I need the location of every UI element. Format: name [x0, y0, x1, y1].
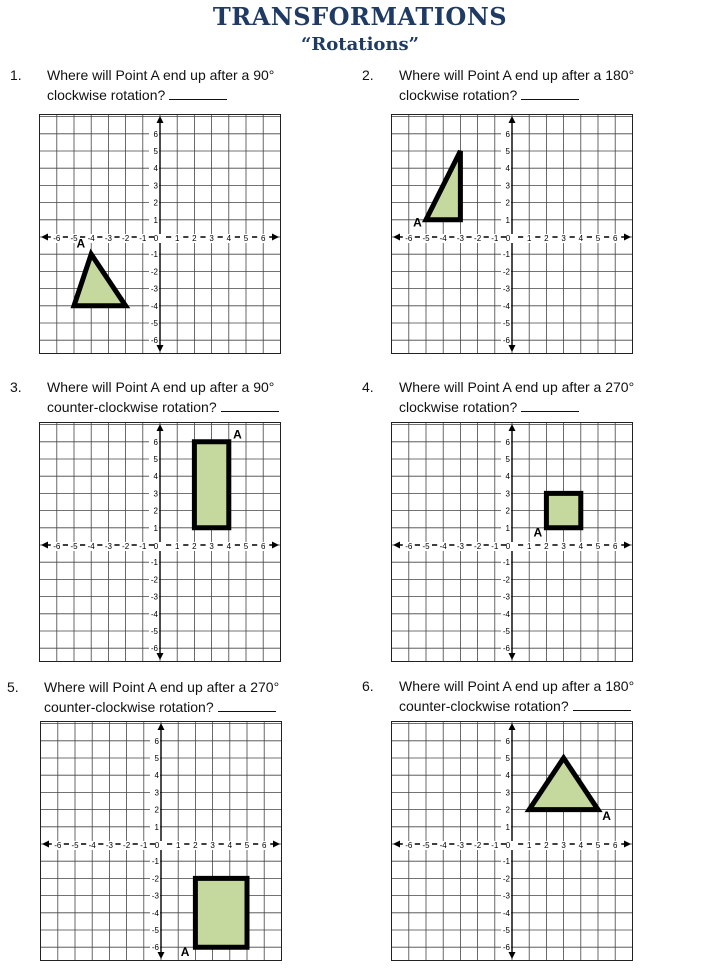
point-a-label: A: [76, 236, 86, 251]
y-tick-label: -2: [502, 575, 510, 585]
y-tick-label: -2: [151, 874, 159, 884]
x-tick-label: -2: [474, 542, 482, 551]
x-tick-label: 2: [544, 841, 549, 850]
y-tick-label: -3: [150, 592, 158, 602]
point-a-label: A: [180, 944, 190, 959]
x-tick-label: -3: [456, 542, 464, 551]
x-tick-label: 5: [244, 841, 250, 850]
y-tick-label: -1: [150, 250, 158, 260]
y-tick-label: 3: [505, 181, 510, 191]
x-tick-label: -3: [105, 841, 113, 850]
x-tick-label: -1: [491, 234, 499, 243]
answer-blank: [521, 397, 579, 412]
y-tick-label: 2: [153, 198, 158, 208]
x-tick-label: -4: [87, 234, 95, 243]
answer-blank: [221, 397, 279, 412]
y-tick-label: 4: [505, 472, 510, 482]
x-tick-label: -5: [422, 234, 430, 243]
x-tick-label: 3: [561, 234, 566, 243]
x-tick-label: -4: [439, 841, 447, 850]
point-a-label: A: [602, 808, 611, 823]
x-tick-label: 6: [260, 234, 266, 243]
y-tick-label: 5: [153, 455, 158, 464]
x-tick-label: -1: [140, 841, 148, 850]
problem-1: [10, 66, 360, 366]
y-tick-label: 3: [505, 489, 510, 499]
x-tick-label: -4: [439, 234, 447, 243]
x-tick-label: -1: [491, 542, 499, 551]
x-tick-label: 2: [544, 542, 549, 551]
x-tick-label: 2: [192, 542, 197, 551]
y-tick-label: 6: [153, 437, 158, 447]
y-tick-label: -1: [150, 558, 158, 568]
x-tick-label: -1: [139, 542, 147, 551]
x-tick-label: 1: [526, 542, 532, 551]
question-line-1: Where will Point A end up after a 180°: [399, 67, 635, 83]
question-line-1: Where will Point A end up after a 270°: [399, 379, 635, 395]
x-tick-label: 0: [505, 234, 511, 243]
coordinate-grid: [40, 721, 282, 961]
y-tick-label: -4: [151, 908, 159, 918]
y-tick-label: 2: [154, 805, 159, 815]
y-tick-label: -3: [502, 592, 510, 602]
y-tick-label: 4: [505, 771, 510, 781]
x-tick-label: -6: [405, 841, 413, 850]
y-tick-label: 1: [153, 523, 158, 533]
y-tick-label: -4: [150, 301, 158, 311]
x-tick-label: 6: [612, 841, 618, 850]
x-tick-label: 0: [153, 542, 159, 551]
coordinate-grid: [391, 422, 633, 662]
rectangle-shape: [546, 493, 580, 527]
point-a-label: A: [533, 525, 543, 540]
answer-blank: [573, 696, 631, 711]
y-tick-label: 2: [505, 198, 510, 208]
x-tick-label: 1: [526, 841, 532, 850]
coordinate-grid: [39, 422, 281, 662]
x-tick-label: 3: [209, 542, 214, 551]
y-tick-label: -3: [502, 284, 510, 294]
x-tick-label: 4: [226, 542, 232, 551]
y-tick-label: -5: [502, 627, 510, 636]
y-tick-label: 1: [505, 215, 510, 225]
question-line-1: Where will Point A end up after a 90°: [47, 67, 275, 83]
x-tick-label: -3: [104, 542, 112, 551]
y-tick-label: -3: [502, 891, 510, 901]
question-line-1: Where will Point A end up after a 270°: [44, 679, 280, 695]
y-tick-label: -4: [502, 908, 510, 918]
x-tick-label: -2: [474, 234, 482, 243]
y-tick-label: -6: [150, 644, 158, 654]
x-tick-label: -2: [123, 841, 131, 850]
x-tick-label: 0: [505, 542, 511, 551]
x-tick-label: 6: [260, 542, 266, 551]
y-tick-label: -6: [502, 336, 510, 346]
y-tick-label: 2: [505, 805, 510, 815]
x-tick-label: -2: [122, 542, 130, 551]
y-tick-label: 6: [505, 129, 510, 139]
y-tick-label: -6: [502, 943, 510, 953]
y-tick-label: -3: [150, 284, 158, 294]
x-tick-label: 0: [153, 234, 159, 243]
x-tick-label: 6: [612, 542, 618, 551]
question-line-1: Where will Point A end up after a 180°: [399, 678, 635, 694]
x-tick-label: -6: [53, 542, 61, 551]
y-tick-label: -6: [150, 336, 158, 346]
y-tick-label: 4: [505, 164, 510, 174]
y-tick-label: 2: [153, 506, 158, 516]
question-line-2: clockwise rotation?: [399, 399, 518, 415]
y-tick-label: 3: [153, 181, 158, 191]
y-tick-label: -4: [502, 301, 510, 311]
problem-4: [362, 378, 712, 678]
x-tick-label: 3: [561, 841, 566, 850]
question-line-2: clockwise rotation?: [399, 87, 518, 103]
x-tick-label: 0: [505, 841, 511, 850]
x-tick-label: 4: [578, 841, 584, 850]
x-tick-label: 1: [175, 841, 181, 850]
answer-blank: [521, 85, 579, 100]
y-tick-label: 1: [153, 215, 158, 225]
y-tick-label: 3: [154, 788, 159, 798]
question-number: 6.: [362, 678, 374, 694]
y-tick-label: -5: [150, 319, 158, 328]
x-tick-label: 3: [561, 542, 566, 551]
y-tick-label: -1: [151, 857, 159, 867]
y-tick-label: 1: [154, 822, 159, 832]
y-tick-label: 1: [505, 822, 510, 832]
y-tick-label: 4: [153, 164, 158, 174]
y-tick-label: -1: [502, 250, 510, 260]
question-number: 5.: [7, 679, 19, 695]
x-tick-label: -1: [491, 841, 499, 850]
x-tick-label: -6: [53, 234, 61, 243]
x-tick-label: -5: [71, 841, 79, 850]
y-tick-label: 2: [505, 506, 510, 516]
x-tick-label: 4: [227, 841, 233, 850]
y-tick-label: 6: [153, 129, 158, 139]
point-a-label: A: [413, 215, 422, 230]
x-tick-label: 2: [192, 234, 197, 243]
question-line-1: Where will Point A end up after a 90°: [47, 379, 275, 395]
x-tick-label: 6: [612, 234, 618, 243]
x-tick-label: -5: [422, 542, 430, 551]
x-tick-label: 2: [193, 841, 198, 850]
worksheet-subtitle: “Rotations”: [300, 34, 420, 55]
x-tick-label: 5: [243, 234, 249, 243]
y-tick-label: -5: [151, 926, 159, 935]
x-tick-label: 5: [243, 542, 249, 551]
rectangle-shape: [195, 878, 247, 947]
y-tick-label: 6: [505, 437, 510, 447]
y-tick-label: -1: [502, 558, 510, 568]
y-tick-label: -6: [151, 943, 159, 953]
y-tick-label: -3: [151, 891, 159, 901]
problem-6: [362, 677, 712, 977]
y-tick-label: -5: [150, 627, 158, 636]
y-tick-label: -5: [502, 319, 510, 328]
y-tick-label: -2: [502, 267, 510, 277]
question-line-2: counter-clockwise rotation?: [399, 698, 569, 714]
x-tick-label: -6: [405, 542, 413, 551]
worksheet-title: TRANSFORMATIONS: [212, 2, 508, 31]
x-tick-label: 4: [226, 234, 232, 243]
y-tick-label: 6: [154, 736, 159, 746]
y-tick-label: -4: [150, 609, 158, 619]
answer-blank: [169, 85, 227, 100]
x-tick-label: 5: [595, 234, 601, 243]
problem-5: [7, 678, 357, 978]
y-tick-label: 5: [505, 455, 510, 464]
x-tick-label: -6: [405, 234, 413, 243]
x-tick-label: 6: [261, 841, 267, 850]
x-tick-label: 2: [544, 234, 549, 243]
x-tick-label: 1: [174, 542, 180, 551]
y-tick-label: -4: [502, 609, 510, 619]
x-tick-label: 4: [578, 234, 584, 243]
coordinate-grid: [391, 114, 633, 354]
y-tick-label: 1: [505, 523, 510, 533]
x-tick-label: -3: [456, 234, 464, 243]
x-tick-label: 0: [154, 841, 160, 850]
y-tick-label: -2: [502, 874, 510, 884]
x-tick-label: -6: [54, 841, 62, 850]
rectangle-shape: [194, 442, 228, 528]
x-tick-label: -5: [70, 234, 78, 243]
y-tick-label: -5: [502, 926, 510, 935]
y-tick-label: 3: [153, 489, 158, 499]
x-tick-label: -3: [456, 841, 464, 850]
question-line-2: clockwise rotation?: [47, 87, 166, 103]
x-tick-label: -5: [70, 542, 78, 551]
point-a-label: A: [233, 427, 242, 442]
question-number: 4.: [362, 379, 374, 395]
x-tick-label: -4: [439, 542, 447, 551]
coordinate-grid: [391, 721, 633, 961]
y-tick-label: 4: [154, 771, 159, 781]
y-tick-label: -2: [150, 575, 158, 585]
x-tick-label: 4: [578, 542, 584, 551]
question-number: 1.: [10, 67, 22, 83]
x-tick-label: 5: [595, 542, 601, 551]
question-line-2: counter-clockwise rotation?: [47, 399, 217, 415]
x-tick-label: -2: [122, 234, 130, 243]
x-tick-label: 1: [526, 234, 532, 243]
x-tick-label: -4: [88, 841, 96, 850]
x-tick-label: -2: [474, 841, 482, 850]
y-tick-label: 5: [505, 147, 510, 156]
y-tick-label: -6: [502, 644, 510, 654]
y-tick-label: 5: [505, 754, 510, 763]
question-number: 2.: [362, 67, 374, 83]
x-tick-label: -5: [422, 841, 430, 850]
x-tick-label: -1: [139, 234, 147, 243]
question-line-2: counter-clockwise rotation?: [44, 699, 214, 715]
y-tick-label: 5: [154, 754, 159, 763]
coordinate-grid: [39, 114, 281, 354]
y-tick-label: -2: [150, 267, 158, 277]
x-tick-label: -4: [87, 542, 95, 551]
problem-3: [10, 378, 360, 678]
y-tick-label: 3: [505, 788, 510, 798]
problem-2: [362, 66, 712, 366]
x-tick-label: 3: [210, 841, 215, 850]
y-tick-label: 5: [153, 147, 158, 156]
answer-blank: [218, 697, 276, 712]
x-tick-label: -3: [104, 234, 112, 243]
y-tick-label: 6: [505, 736, 510, 746]
question-number: 3.: [10, 379, 22, 395]
y-tick-label: 4: [153, 472, 158, 482]
x-tick-label: 3: [209, 234, 214, 243]
y-tick-label: -1: [502, 857, 510, 867]
x-tick-label: 1: [174, 234, 180, 243]
x-tick-label: 5: [595, 841, 601, 850]
